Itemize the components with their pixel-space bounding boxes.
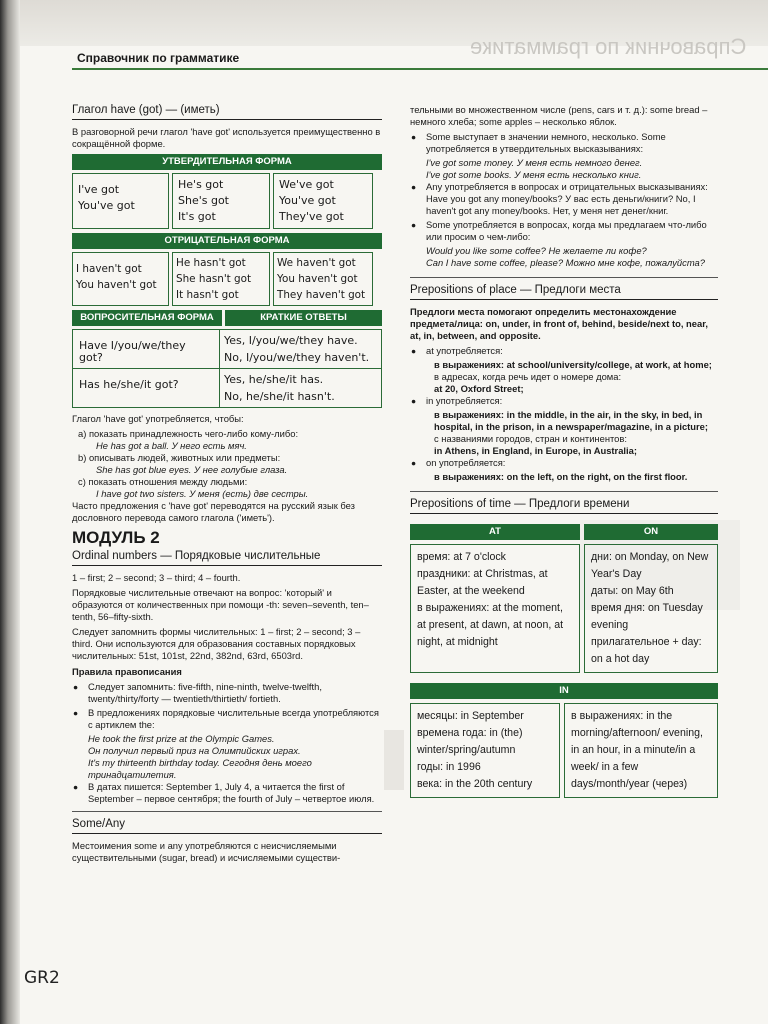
usage-b-example: She has got blue eyes. У нее голубые глаза. bbox=[96, 464, 288, 475]
question-row-2 bbox=[72, 369, 382, 408]
in-item: годы: in 1996 bbox=[417, 761, 481, 773]
affirmative-cell bbox=[72, 173, 169, 229]
book-binding-edge bbox=[0, 0, 20, 1024]
in-item: месяцы: in September bbox=[417, 710, 524, 722]
some-example: I've got some money. У меня есть немного денег. bbox=[426, 157, 643, 168]
form-text: She's got bbox=[178, 194, 229, 207]
on-rule-1: в выражениях: on the left, on the right, on the first floor. bbox=[434, 471, 688, 482]
short-answers bbox=[220, 369, 382, 408]
on-box bbox=[584, 544, 718, 673]
section-title-place: Prepositions of place — Предлоги места bbox=[410, 277, 718, 300]
usage-b: b) описывать людей, животных или предметы: bbox=[78, 452, 281, 463]
form-text: I haven't got bbox=[76, 263, 142, 275]
in-item: в выражениях: in the morning/afternoon/ evening, in an hour, in a minute/in a week/ in a few days/month/year (через) bbox=[571, 710, 703, 790]
time-headers bbox=[410, 520, 718, 540]
affirmative-label: УТВЕРДИТЕЛЬНАЯ ФОРМА bbox=[72, 154, 382, 170]
form-text: He hasn't got bbox=[176, 257, 246, 269]
spelling-example: Он получил первый приз на Олимпийских играх. bbox=[88, 745, 301, 756]
short-answers-label: КРАТКИЕ ОТВЕТЫ bbox=[225, 310, 382, 326]
at-box bbox=[410, 544, 580, 673]
usage-a: a) показать принадлежность чего-либо кому-либо: bbox=[78, 428, 299, 439]
form-text: They haven't got bbox=[277, 289, 366, 301]
at-item: праздники: at Christmas, at Easter, at the weekend bbox=[417, 568, 548, 597]
some-rule-1: ● Some выступает в значении немного, несколько. Some употребляется в утвердительных высказываниях: bbox=[410, 131, 718, 155]
form-text: She hasn't got bbox=[176, 273, 252, 285]
page-header-title: Справочник по грамматике bbox=[77, 51, 240, 65]
some-example: Would you like some coffee? Не желаете ли кофе? bbox=[426, 245, 647, 256]
on-item: даты: on May 6th bbox=[591, 585, 674, 597]
question-text: Have I/you/we/they got? bbox=[72, 329, 220, 369]
have-got-intro: В разговорной речи глагол 'have got' используется преимущественно в сокращённой форме. bbox=[72, 126, 381, 149]
at-rule-2-example: at 20, Oxford Street; bbox=[434, 383, 524, 394]
in-label: ● in употребляется: bbox=[410, 395, 718, 407]
negative-cell bbox=[72, 252, 169, 306]
on-item: время дня: on Tuesday evening bbox=[591, 602, 703, 631]
answer-text: No, I/you/we/they haven't. bbox=[224, 351, 370, 364]
spelling-rule-2: ● В предложениях порядковые числительные всегда употребляются с артиклем the: bbox=[72, 707, 382, 731]
spelling-example: It's my thirteenth birthday today. Сегодня день моего тринадцатилетия. bbox=[88, 757, 312, 780]
place-intro: Предлоги места помогают определить местонахождение предмета/лица: on, under, in front of, behind, beside/next to, near, at, in, between, and opposite. bbox=[410, 306, 708, 341]
usage-intro: Глагол 'have got' употребляется, чтобы: bbox=[72, 413, 244, 424]
on-header: ON bbox=[584, 524, 718, 540]
section-title-time: Prepositions of time — Предлоги времени bbox=[410, 491, 718, 514]
form-text: You've got bbox=[279, 194, 336, 207]
in-rule-1: в выражениях: in the middle, in the air, in the sky, in bed, in hospital, in the prison, in a newspaper/magazine, in a picture; bbox=[434, 409, 709, 432]
left-column bbox=[72, 104, 382, 867]
section-title-have-got: Глагол have (got) — (иметь) bbox=[72, 104, 382, 120]
some-example: Can I have some coffee, please? Можно мне кофе, пожалуйста? bbox=[426, 257, 705, 268]
section-title-ordinal: Ordinal numbers — Порядковые числительные bbox=[72, 550, 382, 566]
at-item: в выражениях: at the moment, at present, at dawn, at noon, at night, at midnight bbox=[417, 602, 564, 648]
spelling-example: He took the first prize at the Olympic Games. bbox=[88, 733, 275, 744]
usage-block bbox=[72, 413, 382, 524]
question-headers bbox=[72, 306, 382, 326]
at-item: время: at 7 o'clock bbox=[417, 551, 506, 563]
affirmative-cell bbox=[273, 173, 373, 229]
spelling-rule-3: ● В датах пишется: September 1, July 4, а читается the first of September – первое сентября; the fourth of July – четвертое июля. bbox=[72, 781, 382, 805]
usage-c: c) показать отношения между людьми: bbox=[78, 476, 248, 487]
in-box-left bbox=[410, 703, 560, 798]
form-text: We haven't got bbox=[277, 257, 356, 269]
spelling-rule-1: ● Следует запомнить: five-fifth, nine-ninth, twelve-twelfth, twenty/thirty/forty — twentieth/thirtieth/ fortieth. bbox=[72, 681, 382, 705]
at-header: AT bbox=[410, 524, 580, 540]
header-divider bbox=[72, 68, 768, 70]
answer-text: No, he/she/it hasn't. bbox=[224, 390, 335, 403]
at-rule-1: в выражениях: at school/university/college, at work, at home; bbox=[434, 359, 712, 370]
scan-shadow bbox=[384, 730, 404, 790]
negative-grid bbox=[72, 252, 382, 306]
question-text: Has he/she/it got? bbox=[72, 369, 220, 408]
form-text: They've got bbox=[279, 210, 344, 223]
usage-a-example: He has got a ball. У него есть мяч. bbox=[96, 440, 247, 451]
on-item: прилагательное + day: on a hot day bbox=[591, 636, 702, 665]
on-label: ● on употребляется: bbox=[410, 457, 718, 469]
negative-cell bbox=[172, 252, 270, 306]
short-answers bbox=[220, 329, 382, 369]
ordinal-line-3: Следует запомнить формы числительных: 1 – first; 2 – second; 3 – third. Они используются для образования составных порядковых числительных: 51st, 101st, 22nd, 382nd, 63rd, 6503rd. bbox=[72, 626, 361, 661]
in-rule-2: с названиями городов, стран и континентов: bbox=[434, 433, 627, 444]
have-got-note: Часто предложения с 'have got' переводятся на русский язык без дословного перевода самого глагола ('иметь'). bbox=[72, 500, 355, 523]
form-text: It's got bbox=[178, 210, 216, 223]
affirmative-cell bbox=[172, 173, 270, 229]
ordinal-line-1: 1 – first; 2 – second; 3 – third; 4 – fourth. bbox=[72, 572, 241, 583]
on-item: дни: on Monday, on New Year's Day bbox=[591, 551, 709, 580]
in-item: времена года: in (the) winter/spring/autumn bbox=[417, 727, 523, 756]
form-text: You've got bbox=[78, 199, 135, 212]
in-box-right bbox=[564, 703, 718, 798]
question-label: ВОПРОСИТЕЛЬНАЯ ФОРМА bbox=[72, 310, 222, 326]
form-text: It hasn't got bbox=[176, 289, 239, 301]
form-text: You haven't got bbox=[277, 273, 358, 285]
usage-c-example: I have got two sisters. У меня (есть) две сестры. bbox=[96, 488, 309, 499]
negative-label: ОТРИЦАТЕЛЬНАЯ ФОРМА bbox=[72, 233, 382, 249]
at-rule-2: в адресах, когда речь идет о номере дома: bbox=[434, 371, 622, 382]
form-text: We've got bbox=[279, 178, 334, 191]
negative-cell bbox=[273, 252, 373, 306]
form-text: He's got bbox=[178, 178, 224, 191]
answer-text: Yes, I/you/we/they have. bbox=[224, 334, 358, 347]
in-item: века: in the 20th century bbox=[417, 778, 533, 790]
some-example: I've got some books. У меня есть несколько книг. bbox=[426, 169, 642, 180]
spelling-title: Правила правописания bbox=[72, 666, 182, 677]
in-header: IN bbox=[410, 683, 718, 699]
header-ghost-text: Справочник по грамматике bbox=[470, 34, 747, 59]
ordinal-line-2: Порядковые числительные отвечают на вопрос: 'который' и образуются от количественных при помощи -th: seven–seventh, ten–tenth, 56–fifty-sixth. bbox=[72, 587, 369, 622]
question-row-1 bbox=[72, 329, 382, 369]
some-rule-2: ● Some употребляется в вопросах, когда мы предлагаем что-либо или просим о чем-либо: bbox=[410, 219, 718, 243]
at-label: ● at употребляется: bbox=[410, 345, 718, 357]
in-grid bbox=[410, 703, 718, 798]
form-text: You haven't got bbox=[76, 279, 157, 291]
any-rule: ● Any употребляется в вопросах и отрицательных высказываниях: Have you got any money/books? У вас есть деньги/книги? No, I haven't got any money/books. Нет, у меня нет денег/книг. bbox=[410, 181, 718, 217]
in-rule-2-example: in Athens, in England, in Europe, in Australia; bbox=[434, 445, 637, 456]
page-number-label: GR2 bbox=[24, 968, 60, 988]
some-any-continued: тельными во множественном числе (pens, cars и т. д.): some bread – немного хлеба; some apples – несколько яблок. bbox=[410, 104, 708, 127]
form-text: I've got bbox=[78, 183, 120, 196]
section-title-some-any: Some/Any bbox=[72, 811, 382, 834]
some-any-intro: Местоимения some и any употребляются с неисчисляемыми существительными (sugar, bread) и исчисляемыми существи- bbox=[72, 840, 341, 863]
right-column bbox=[410, 104, 718, 798]
affirmative-grid bbox=[72, 173, 382, 229]
module-title: МОДУЛЬ 2 bbox=[72, 528, 160, 547]
at-on-grid bbox=[410, 544, 718, 673]
answer-text: Yes, he/she/it has. bbox=[224, 373, 324, 386]
